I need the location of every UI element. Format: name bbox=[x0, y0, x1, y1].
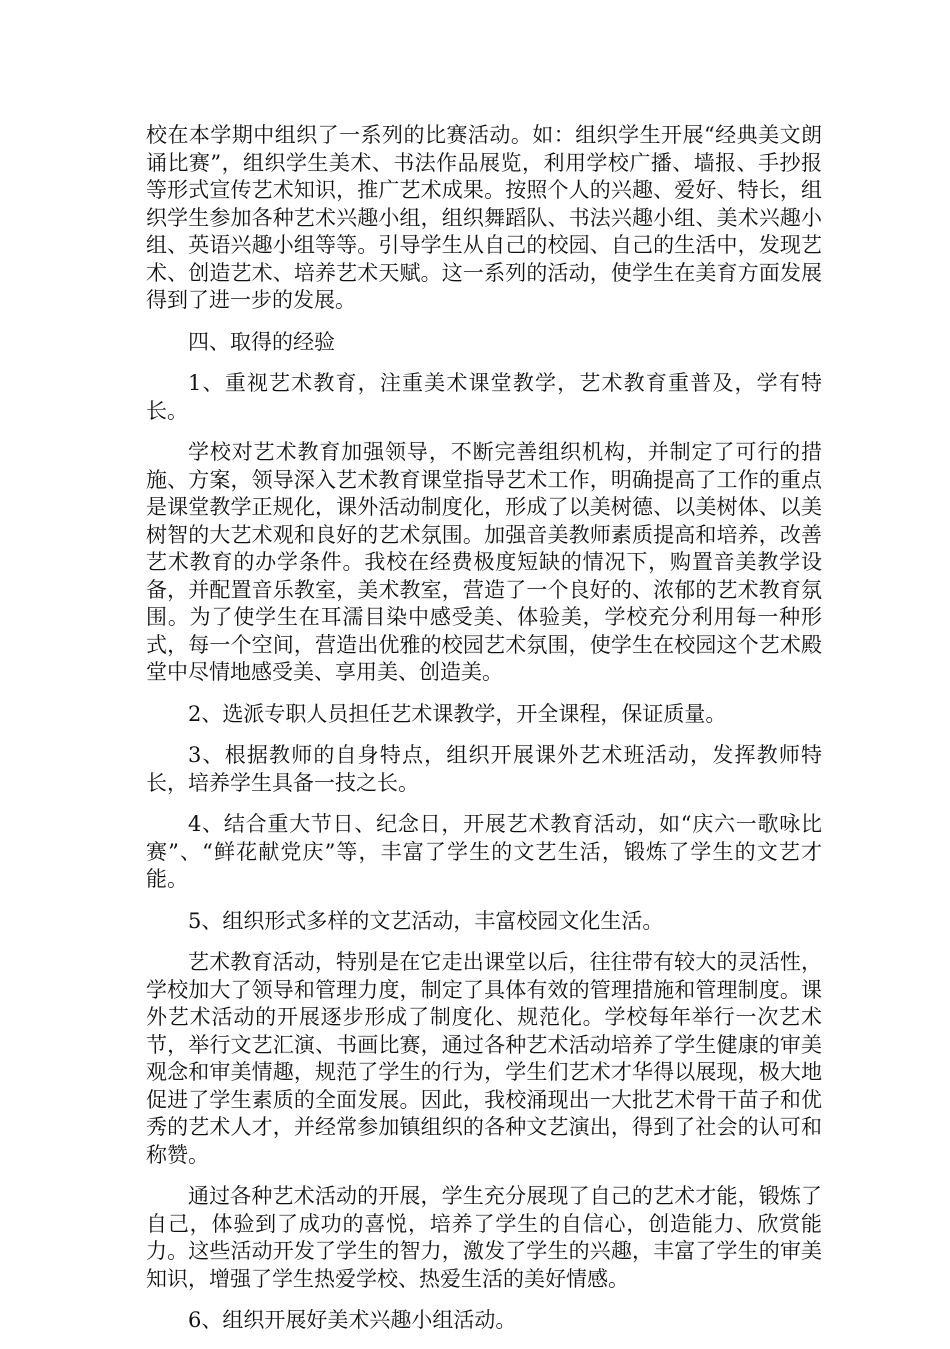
list-item-1: 1、重视艺术教育，注重美术课堂教学，艺术教育重普及，学有特长。 bbox=[146, 371, 822, 423]
list-item-2: 2、选派专职人员担任艺术课教学，开全课程，保证质量。 bbox=[188, 701, 727, 726]
list-item-6: 6、组织开展好美术兴趣小组活动。 bbox=[188, 1308, 517, 1332]
list-item-3: 3、根据教师的自身特点，组织开展课外艺术班活动，发挥教师特长，培养学生具备一技之长。 bbox=[146, 743, 822, 795]
paragraph-continuation: 校在本学期中组织了一系列的比赛活动。如：组织学生开展“经典美文朗诵比赛”，组织学生美术、书法作品展览，利用学校广播、墙报、手抄报等形式宣传艺术知识，推广艺术成果。按照个人的兴趣、爱好、特长，组织学生参加各种艺术兴趣小组，组织舞蹈队、书法兴趣小组、美术兴趣小组、英语兴趣小组等等。引导学生从自己的校园、自己的生活中，发现艺术、创造艺术、培养艺术天赋。这一系列的活动，使学生在美育方面发展得到了进一步的发展。 bbox=[146, 123, 822, 312]
document-page bbox=[146, 122, 822, 1349]
paragraph-art-activities: 艺术教育活动，特别是在它走出课堂以后，往往带有较大的灵活性，学校加大了领导和管理力度，制定了具体有效的管理措施和管理制度。课外艺术活动的开展逐步形成了制度化、规范化。学校每年举行一次艺术节，举行文艺汇演、书画比赛，通过各种艺术活动培养了学生健康的审美观念和审美情趣，规范了学生的行为，学生们艺术才华得以展现，极大地促进了学生素质的全面发展。因此，我校涌现出一大批艺术骨干苗子和优秀的艺术人才，并经常参加镇组织的各种文艺演出，得到了社会的认可和称赞。 bbox=[146, 950, 822, 1167]
section-heading-experience: 四、取得的经验 bbox=[188, 329, 335, 354]
paragraph-leadership: 学校对艺术教育加强领导，不断完善组织机构，并制定了可行的措施、方案，领导深入艺术教育课堂指导艺术工作，明确提高了工作的重点是课堂教学正规化，课外活动制度化，形成了以美树德、以美树体、以美树智的大艺术观和良好的艺术氛围。加强音美教师素质提高和培养，改善艺术教育的办学条件。我校在经费极度短缺的情况下，购置音美教学设备，并配置音乐教室，美术教室，营造了一个良好的、浓郁的艺术教育氛围。为了使学生在耳濡目染中感受美、体验美，学校充分利用每一种形式，每一个空间，营造出优雅的校园艺术氛围，使学生在校园这个艺术殿堂中尽情地感受美、享用美、创造美。 bbox=[146, 440, 822, 684]
paragraph-student-growth: 通过各种艺术活动的开展，学生充分展现了自己的艺术才能，锻炼了自己，体验到了成功的喜悦，培养了学生的自信心，创造能力、欣赏能力。这些活动开发了学生的智力，激发了学生的兴趣，丰富了学生的审美知识，增强了学生热爱学校、热爱生活的美好情感。 bbox=[146, 1184, 822, 1291]
list-item-4: 4、结合重大节日、纪念日，开展艺术教育活动，如“庆六一歌咏比赛”、“鲜花献党庆”等，丰富了学生的文艺生活，锻炼了学生的文艺才能。 bbox=[146, 812, 822, 891]
list-item-5: 5、组织形式多样的文艺活动，丰富校园文化生活。 bbox=[188, 908, 664, 933]
